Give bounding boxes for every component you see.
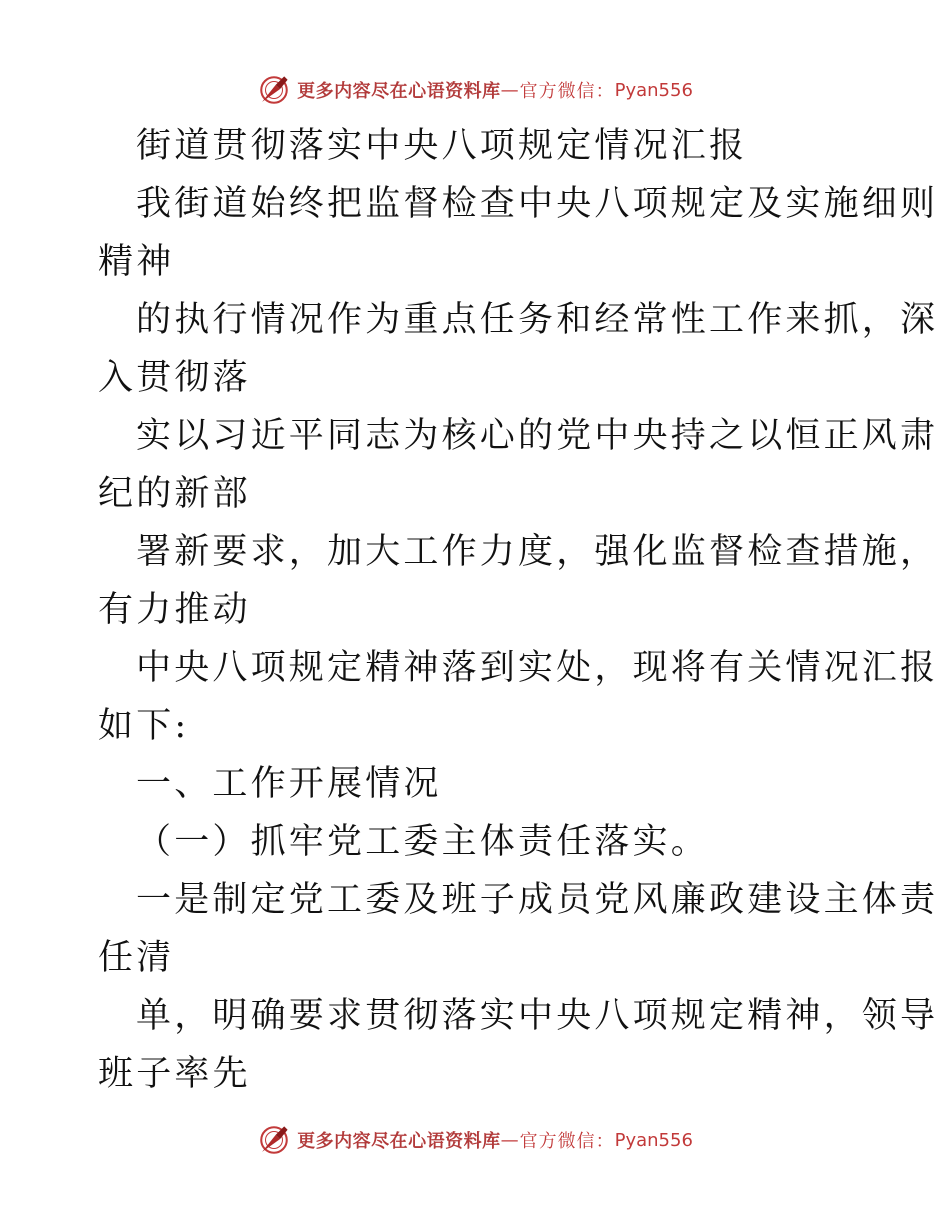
paragraph-line: 有力推动 [98, 590, 251, 630]
pen-logo-icon [257, 73, 291, 107]
paragraph-line: 中央八项规定精神落到实处，现将有关情况汇报 [136, 648, 939, 688]
document-title: 街道贯彻落实中央八项规定情况汇报 [136, 126, 748, 166]
pen-logo-icon [257, 1123, 291, 1157]
paragraph-line: 如下: [98, 706, 190, 746]
paragraph-line: 入贯彻落 [98, 358, 251, 398]
watermark-suffix: 官方微信： [519, 81, 615, 102]
watermark-suffix: 官方微信： [519, 1131, 615, 1152]
paragraph-line: 一是制定党工委及班子成员党风廉政建设主体责 [136, 880, 939, 920]
watermark-dash: — [500, 79, 520, 101]
paragraph-line: 署新要求，加大工作力度，强化监督检查措施， [136, 532, 939, 572]
paragraph-line: 班子率先 [98, 1054, 251, 1094]
watermark-banner-bottom [0, 1120, 950, 1160]
watermark-wechat-id: Pyan556 [614, 79, 693, 101]
section-heading: 一、工作开展情况 [136, 764, 442, 804]
paragraph-line: 纪的新部 [98, 474, 251, 514]
paragraph-line: 单，明确要求贯彻落实中央八项规定精神，领导 [136, 996, 939, 1036]
watermark-text: 更多内容尽在心语资料库 [297, 81, 501, 102]
watermark-wechat-id: Pyan556 [614, 1129, 693, 1151]
paragraph-line: 任清 [98, 938, 175, 978]
subsection-heading: （一）抓牢党工委主体责任落实。 [136, 822, 710, 862]
paragraph-line: 实以习近平同志为核心的党中央持之以恒正风肃 [136, 416, 939, 456]
paragraph-line: 精神 [98, 242, 175, 282]
watermark-banner-top [0, 70, 950, 110]
paragraph-line: 我街道始终把监督检查中央八项规定及实施细则 [136, 184, 939, 224]
watermark-text: 更多内容尽在心语资料库 [297, 1131, 501, 1152]
paragraph-line: 的执行情况作为重点任务和经常性工作来抓，深 [136, 300, 939, 340]
watermark-dash: — [500, 1129, 520, 1151]
document-body [98, 117, 939, 1103]
